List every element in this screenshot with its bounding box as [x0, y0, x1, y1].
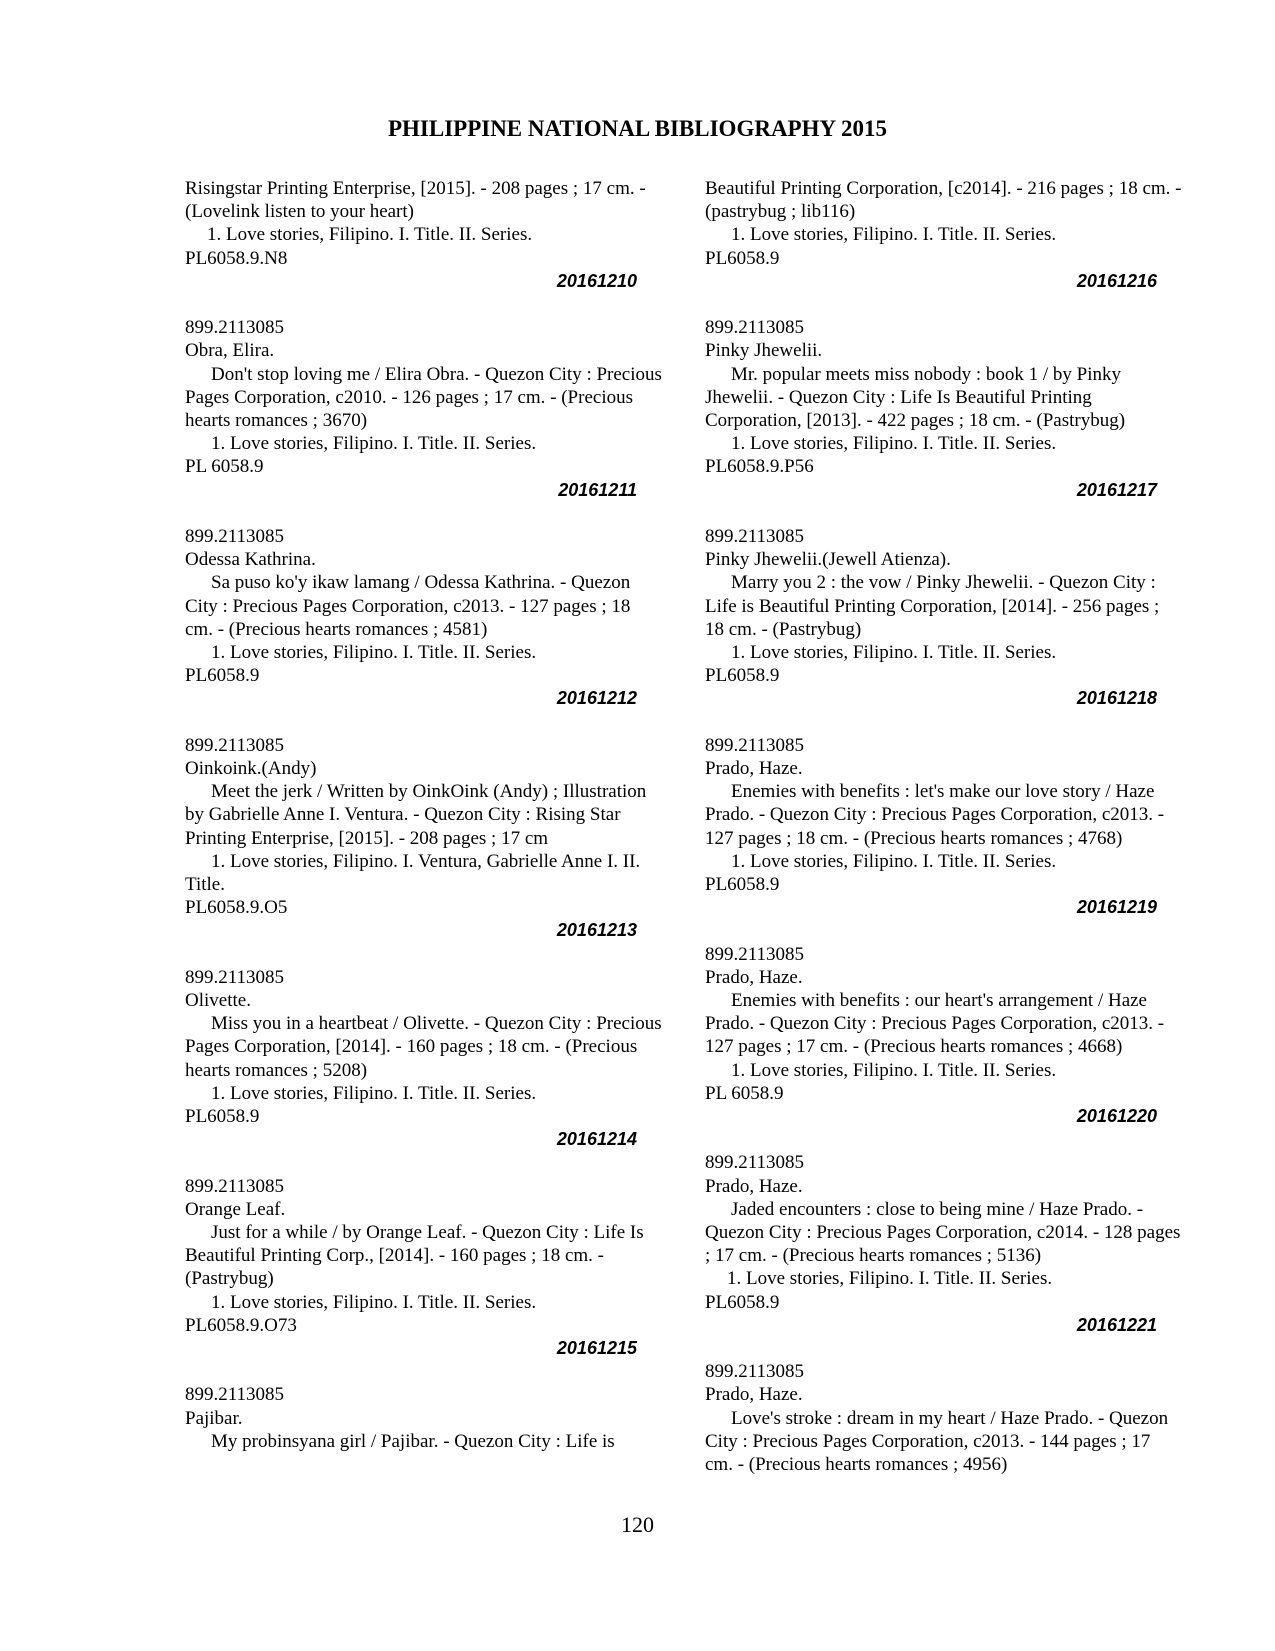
entry-subjects: 1. Love stories, Filipino. I. Title. II. Series. [211, 1082, 537, 1104]
entry-description: Meet the jerk / Written by OinkOink (Andy) ; Illustration by Gabrielle Anne I. Ventura. - Quezon City : Rising Star Printing Enterprise, [2015]. - 208 pages ; 17 cm [185, 781, 647, 849]
entry-author: Pinky Jhewelii. [705, 340, 823, 362]
entry-description: Marry you 2 : the vow / Pinky Jhewelii. - Quezon City : Life is Beautiful Printing Corporation, [2014]. - 256 pages ; 18 cm. - (Pastrybug) [705, 572, 1160, 640]
entry-call-number: PL6058.9 [185, 1106, 260, 1128]
entry-author: Prado, Haze. [705, 966, 803, 988]
entry-dewey: 899.2113085 [705, 317, 805, 339]
entry-description: Miss you in a heartbeat / Olivette. - Quezon City : Precious Pages Corporation, [2014]. - 160 pages ; 18 cm. - (Precious hearts romances ; 5208) [185, 1013, 662, 1081]
entry-subjects: 1. Love stories, Filipino. I. Title. II. Series. [207, 224, 533, 246]
entry-dewey: 899.2113085 [185, 1175, 285, 1197]
entry-author: Prado, Haze. [705, 1384, 803, 1406]
entry-author: Prado, Haze. [705, 1175, 803, 1197]
entry-dewey: 899.2113085 [705, 734, 805, 756]
entry-dewey: 899.2113085 [185, 734, 285, 756]
entry-call-number: PL6058.9 [705, 874, 780, 896]
entry-subjects: 1. Love stories, Filipino. I. Ventura, Gabrielle Anne I. II. Title. [185, 850, 641, 896]
entry-call-number: PL6058.9 [705, 1291, 780, 1313]
entry-description: Enemies with benefits : let's make our love story / Haze Prado. - Quezon City : Precious Pages Corporation, c2013. - 127 pages ; 18 cm. - (Precious hearts romances ; 4768) [705, 781, 1165, 849]
entry-control-number: 20161214 [556, 1129, 637, 1150]
bib-entry [185, 525, 663, 711]
entry-control-number: 20161213 [556, 920, 637, 941]
entry-call-number: PL6058.9.P56 [705, 456, 814, 478]
entry-continuation: Beautiful Printing Corporation, [c2014]. - 216 pages ; 18 cm. - (pastrybug ; lib116) [705, 178, 1182, 223]
entry-dewey: 899.2113085 [705, 526, 805, 548]
entry-author: Odessa Kathrina. [185, 549, 316, 571]
entry-description: Just for a while / by Orange Leaf. - Quezon City : Life Is Beautiful Printing Corp., [2014]. - 160 pages ; 18 cm. - (Pastrybug) [185, 1222, 644, 1290]
entry-call-number: PL6058.9.O73 [185, 1314, 297, 1336]
bib-entry [705, 1360, 1183, 1476]
right-column [705, 177, 1183, 1476]
bib-entry [185, 966, 663, 1152]
entry-control-number: 20161217 [1076, 479, 1157, 500]
entry-call-number: PL6058.9.O5 [185, 897, 288, 919]
entry-author: Olivette. [185, 990, 251, 1012]
entry-control-number: 20161216 [1076, 270, 1157, 291]
entry-author: Orange Leaf. [185, 1198, 286, 1220]
entry-dewey: 899.2113085 [705, 943, 805, 965]
entry-description: Don't stop loving me / Elira Obra. - Quezon City : Precious Pages Corporation, c2010. - 126 pages ; 17 cm. - (Precious hearts romances ; 3670) [185, 363, 662, 432]
entry-dewey: 899.2113085 [185, 1384, 285, 1406]
entry-subjects: 1. Love stories, Filipino. I. Title. II. Series. [731, 642, 1057, 664]
entry-subjects: 1. Love stories, Filipino. I. Title. II. Series. [731, 433, 1057, 455]
entry-control-number: 20161218 [1076, 688, 1157, 709]
bib-entry [705, 316, 1183, 502]
entry-author: Oinkoink.(Andy) [185, 758, 317, 780]
entry-control-number: 20161219 [1076, 897, 1157, 918]
left-column [185, 177, 663, 1453]
entry-author: Obra, Elira. [185, 340, 275, 362]
entry-author: Pinky Jhewelii.(Jewell Atienza). [705, 549, 951, 571]
entry-subjects: 1. Love stories, Filipino. I. Title. II. Series. [731, 850, 1057, 872]
entry-control-number: 20161210 [556, 270, 637, 291]
entry-description: Love's stroke : dream in my heart / Haze Prado. - Quezon City : Precious Pages Corporation, c2013. - 144 pages ; 17 cm. - (Precious hearts romances ; 4956) [705, 1407, 1169, 1476]
entry-call-number: PL6058.9 [705, 665, 780, 687]
entry-subjects: 1. Love stories, Filipino. I. Title. II. Series. [731, 224, 1057, 246]
entry-dewey: 899.2113085 [705, 1361, 805, 1383]
entry-author: Prado, Haze. [705, 758, 803, 780]
bib-entry [705, 1151, 1183, 1337]
bib-entry [185, 316, 663, 502]
entry-subjects: 1. Love stories, Filipino. I. Title. II. Series. [731, 1059, 1057, 1081]
bib-entry [185, 177, 663, 293]
entry-dewey: 899.2113085 [185, 526, 285, 548]
entry-description: Sa puso ko'y ikaw lamang / Odessa Kathrina. - Quezon City : Precious Pages Corporation, c2013. - 127 pages ; 18 cm. - (Precious hearts romances ; 4581) [185, 572, 631, 640]
entry-call-number: PL 6058.9 [705, 1082, 784, 1104]
entry-call-number: PL6058.9 [185, 665, 260, 687]
entry-control-number: 20161211 [558, 479, 637, 500]
entry-continuation: Risingstar Printing Enterprise, [2015]. - 208 pages ; 17 cm. - (Lovelink listen to your heart) [185, 178, 646, 223]
bib-entry [185, 1383, 663, 1453]
entry-description: Jaded encounters : close to being mine / Haze Prado. - Quezon City : Precious Pages Corporation, c2014. - 128 pages ; 17 cm. - (Precious hearts romances ; 5136) [705, 1198, 1181, 1267]
entry-subjects: 1. Love stories, Filipino. I. Title. II. Series. [211, 642, 537, 664]
entry-dewey: 899.2113085 [705, 1152, 805, 1174]
entry-description: Enemies with benefits : our heart's arrangement / Haze Prado. - Quezon City : Precious Pages Corporation, c2013. - 127 pages ; 17 cm. - (Precious hearts romances ; 4668) [705, 990, 1165, 1058]
entry-dewey: 899.2113085 [185, 966, 285, 988]
entry-control-number: 20161221 [1076, 1314, 1157, 1335]
bib-entry [705, 525, 1183, 711]
entry-description: Mr. popular meets miss nobody : book 1 / by Pinky Jhewelii. - Quezon City : Life Is Beautiful Printing Corporation, [2013]. - 422 pages ; 18 cm. - (Pastrybug) [705, 363, 1126, 432]
entry-subjects: 1. Love stories, Filipino. I. Title. II. Series. [211, 433, 537, 455]
entry-control-number: 20161212 [556, 688, 637, 709]
entry-call-number: PL 6058.9 [185, 456, 264, 478]
bib-entry [185, 1175, 663, 1361]
entry-control-number: 20161220 [1076, 1106, 1157, 1127]
page-number: 120 [621, 1512, 654, 1537]
entry-call-number: PL6058.9.N8 [185, 247, 288, 269]
bib-entry [705, 943, 1183, 1129]
bib-entry [185, 734, 663, 943]
bib-entry [705, 177, 1183, 293]
entry-subjects: 1. Love stories, Filipino. I. Title. II. Series. [211, 1291, 537, 1313]
page-title: PHILIPPINE NATIONAL BIBLIOGRAPHY 2015 [387, 116, 888, 141]
entry-author: Pajibar. [185, 1407, 243, 1429]
entry-call-number: PL6058.9 [705, 247, 780, 269]
entry-subjects: 1. Love stories, Filipino. I. Title. II. Series. [727, 1268, 1053, 1290]
entry-dewey: 899.2113085 [185, 317, 285, 339]
entry-description: My probinsyana girl / Pajibar. - Quezon City : Life is [211, 1430, 615, 1452]
bib-entry [705, 734, 1183, 920]
entry-control-number: 20161215 [556, 1338, 637, 1359]
